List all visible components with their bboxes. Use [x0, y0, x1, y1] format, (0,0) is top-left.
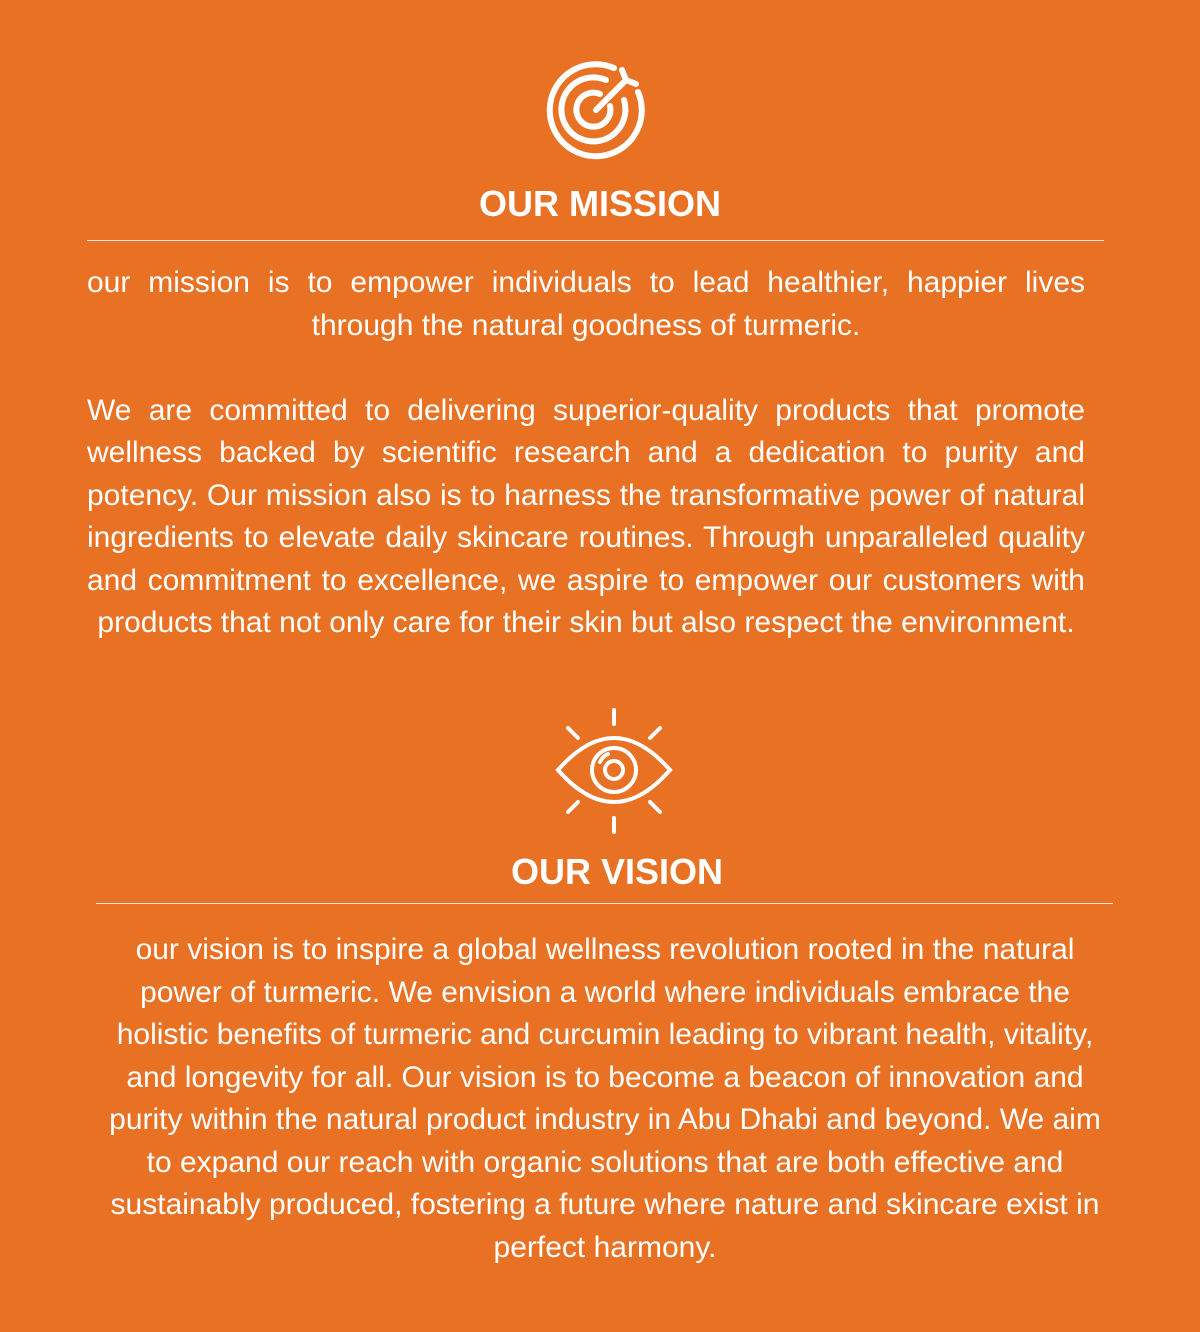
- eye-icon: [552, 706, 676, 834]
- mission-paragraph: We are committed to delivering superior-quality products that promote wellness backed by scientific research and a dedication to purity and potency. Our mission also is to harness the transformative power of natural ingredients to elevate daily skincare routines. Through unparalleled quality and commitment to excellence, we aspire to empower our customers with products that not only care for their skin but also respect the environment.: [87, 393, 1085, 639]
- vision-title: OUR VISION: [510, 851, 724, 892]
- target-arrow-icon: [540, 54, 652, 166]
- mission-divider: [87, 240, 1104, 241]
- vision-divider: [96, 903, 1113, 904]
- mission-text: [87, 262, 1085, 645]
- mission-title: OUR MISSION: [478, 183, 721, 224]
- vision-paragraph: our vision is to inspire a global wellness revolution rooted in the natural power of turmeric. We envision a world where individuals embrace the holistic benefits of turmeric and curcumin leading to vibrant health, vitality, and longevity for all. Our vision is to become a beacon of innovation and purity within the natural product industry in Abu Dhabi and beyond. We aim to expand our reach with organic solutions that are both effective and sustainably produced, fostering a future where nature and skincare exist in perfect harmony.: [109, 933, 1101, 1264]
- mission-paragraph: our mission is to empower individuals to lead healthier, happier lives through the natural goodness of turmeric.: [87, 266, 1085, 342]
- vision-text: [94, 929, 1116, 1269]
